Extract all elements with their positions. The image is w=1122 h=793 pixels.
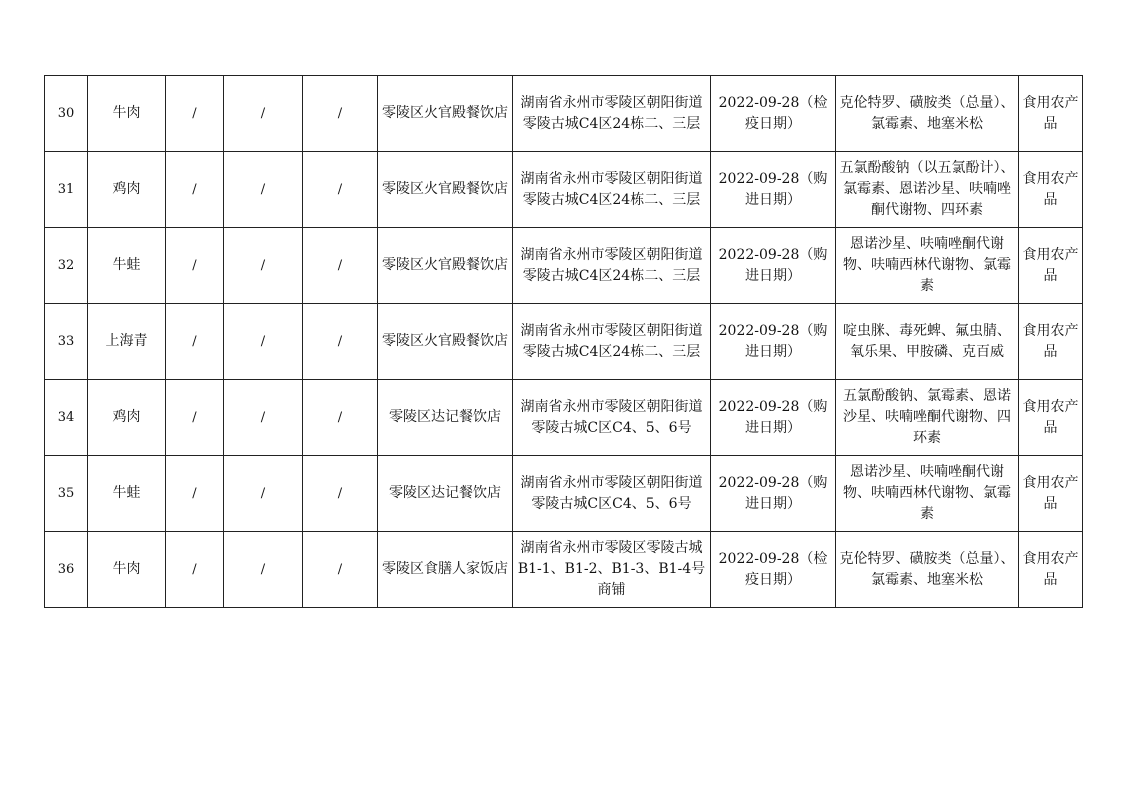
row-number-cell: 32 (45, 228, 88, 304)
category-cell: 食用农产品 (1019, 380, 1083, 456)
empty-cell: / (303, 152, 378, 228)
unit-address-cell: 湖南省永州市零陵区朝阳街道零陵古城C4区24栋二、三层 (513, 76, 711, 152)
row-number-cell: 30 (45, 76, 88, 152)
date-cell: 2022-09-28（购进日期） (711, 228, 836, 304)
category-cell: 食用农产品 (1019, 228, 1083, 304)
test-items-cell: 啶虫脒、毒死蜱、氟虫腈、氧乐果、甲胺磷、克百威 (836, 304, 1019, 380)
unit-address-cell: 湖南省永州市零陵区零陵古城B1-1、B1-2、B1-3、B1-4号商铺 (513, 532, 711, 608)
test-items-cell: 五氯酚酸钠、氯霉素、恩诺沙星、呋喃唑酮代谢物、四环素 (836, 380, 1019, 456)
row-number-cell: 31 (45, 152, 88, 228)
sample-name-cell: 牛蛙 (88, 228, 166, 304)
test-items-cell: 恩诺沙星、呋喃唑酮代谢物、呋喃西林代谢物、氯霉素 (836, 456, 1019, 532)
category-cell: 食用农产品 (1019, 456, 1083, 532)
empty-cell: / (166, 228, 224, 304)
sampled-unit-cell: 零陵区火官殿餐饮店 (378, 152, 513, 228)
empty-cell: / (224, 456, 303, 532)
test-items-cell: 恩诺沙星、呋喃唑酮代谢物、呋喃西林代谢物、氯霉素 (836, 228, 1019, 304)
category-cell: 食用农产品 (1019, 304, 1083, 380)
table-row (45, 76, 1083, 152)
empty-cell: / (166, 152, 224, 228)
unit-address-cell: 湖南省永州市零陵区朝阳街道零陵古城C区C4、5、6号 (513, 456, 711, 532)
inspection-results-table (44, 75, 1083, 608)
row-number-cell: 34 (45, 380, 88, 456)
row-number-cell: 33 (45, 304, 88, 380)
empty-cell: / (303, 304, 378, 380)
empty-cell: / (224, 304, 303, 380)
date-cell: 2022-09-28（检疫日期） (711, 76, 836, 152)
empty-cell: / (166, 380, 224, 456)
table-row (45, 152, 1083, 228)
sampled-unit-cell: 零陵区火官殿餐饮店 (378, 304, 513, 380)
empty-cell: / (166, 532, 224, 608)
table-row (45, 304, 1083, 380)
row-number-cell: 35 (45, 456, 88, 532)
empty-cell: / (166, 76, 224, 152)
unit-address-cell: 湖南省永州市零陵区朝阳街道零陵古城C区C4、5、6号 (513, 380, 711, 456)
sample-name-cell: 鸡肉 (88, 380, 166, 456)
empty-cell: / (224, 380, 303, 456)
sampled-unit-cell: 零陵区食膳人家饭店 (378, 532, 513, 608)
test-items-cell: 克伦特罗、磺胺类（总量）、氯霉素、地塞米松 (836, 76, 1019, 152)
sampled-unit-cell: 零陵区达记餐饮店 (378, 380, 513, 456)
table-row (45, 456, 1083, 532)
test-items-cell: 克伦特罗、磺胺类（总量）、氯霉素、地塞米松 (836, 532, 1019, 608)
row-number-cell: 36 (45, 532, 88, 608)
test-items-cell: 五氯酚酸钠（以五氯酚计）、氯霉素、恩诺沙星、呋喃唑酮代谢物、四环素 (836, 152, 1019, 228)
empty-cell: / (224, 76, 303, 152)
date-cell: 2022-09-28（购进日期） (711, 152, 836, 228)
category-cell: 食用农产品 (1019, 76, 1083, 152)
empty-cell: / (303, 380, 378, 456)
sample-name-cell: 牛肉 (88, 532, 166, 608)
empty-cell: / (303, 532, 378, 608)
table-row (45, 228, 1083, 304)
empty-cell: / (166, 456, 224, 532)
empty-cell: / (224, 532, 303, 608)
category-cell: 食用农产品 (1019, 532, 1083, 608)
empty-cell: / (303, 76, 378, 152)
sample-name-cell: 上海青 (88, 304, 166, 380)
table-row (45, 380, 1083, 456)
sampled-unit-cell: 零陵区达记餐饮店 (378, 456, 513, 532)
sampled-unit-cell: 零陵区火官殿餐饮店 (378, 228, 513, 304)
unit-address-cell: 湖南省永州市零陵区朝阳街道零陵古城C4区24栋二、三层 (513, 152, 711, 228)
date-cell: 2022-09-28（检疫日期） (711, 532, 836, 608)
empty-cell: / (224, 228, 303, 304)
sample-name-cell: 牛肉 (88, 76, 166, 152)
date-cell: 2022-09-28（购进日期） (711, 456, 836, 532)
sample-name-cell: 牛蛙 (88, 456, 166, 532)
table-row (45, 532, 1083, 608)
unit-address-cell: 湖南省永州市零陵区朝阳街道零陵古城C4区24栋二、三层 (513, 228, 711, 304)
empty-cell: / (224, 152, 303, 228)
category-cell: 食用农产品 (1019, 152, 1083, 228)
date-cell: 2022-09-28（购进日期） (711, 304, 836, 380)
empty-cell: / (166, 304, 224, 380)
date-cell: 2022-09-28（购进日期） (711, 380, 836, 456)
sampled-unit-cell: 零陵区火官殿餐饮店 (378, 76, 513, 152)
empty-cell: / (303, 228, 378, 304)
empty-cell: / (303, 456, 378, 532)
sample-name-cell: 鸡肉 (88, 152, 166, 228)
unit-address-cell: 湖南省永州市零陵区朝阳街道零陵古城C4区24栋二、三层 (513, 304, 711, 380)
